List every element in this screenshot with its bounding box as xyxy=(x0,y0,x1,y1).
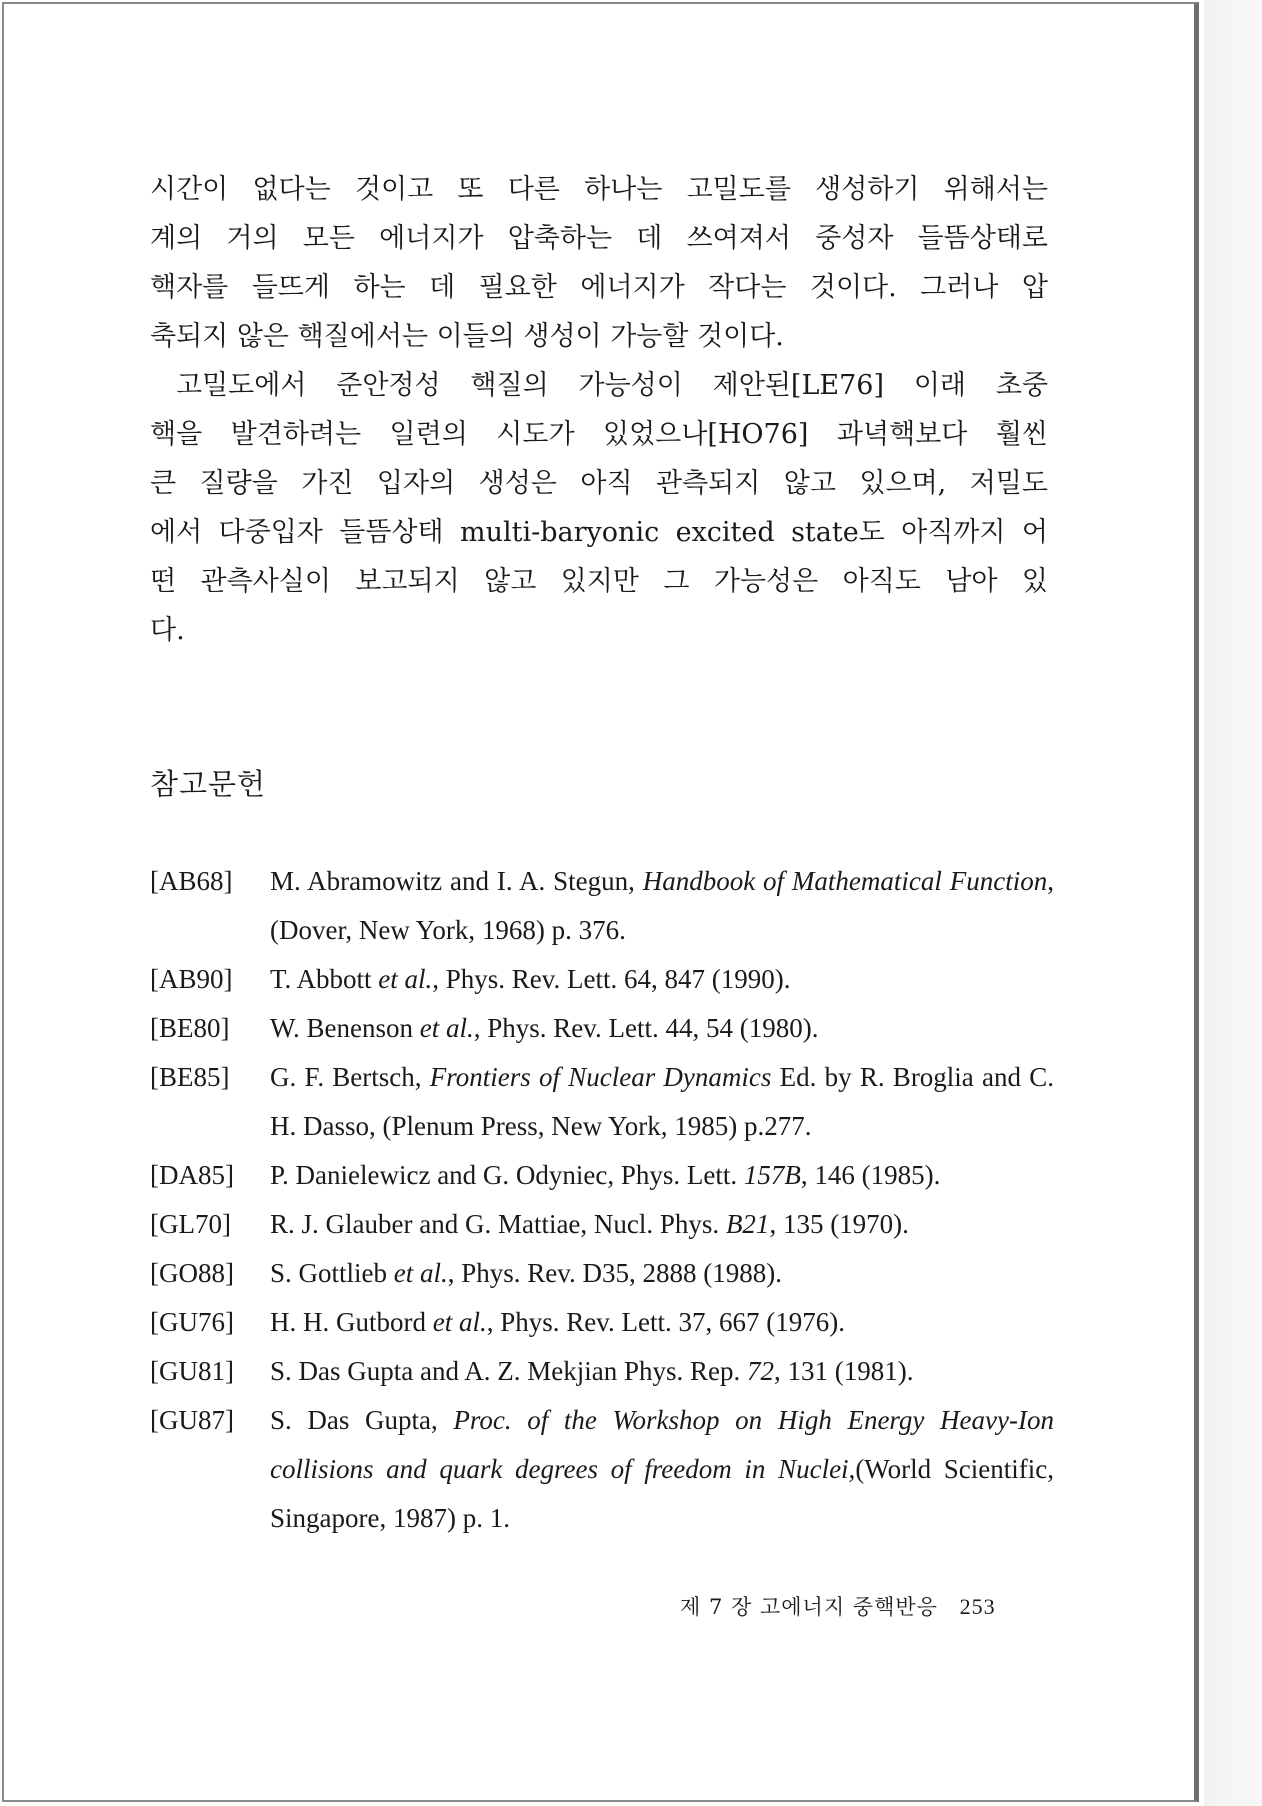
paragraph-1 xyxy=(150,165,1048,361)
reference-text: S. Gottlieb et al., Phys. Rev. D35, 2888 (1988). xyxy=(270,1258,783,1288)
reference-item xyxy=(150,955,1054,1004)
reference-text: S. Das Gupta and A. Z. Mekjian Phys. Rep. 72, 131 (1981). xyxy=(270,1356,914,1386)
reference-item xyxy=(150,1249,1054,1298)
reference-text: S. Das Gupta, Proc. of the Workshop on High Energy Heavy-Ion collisions and quark degrees of freedom in Nuclei,(World Scientific, Singapore, 1987) p. 1. xyxy=(270,1405,1054,1533)
paragraph-line: 핵자를 들뜨게 하는 데 필요한 에너지가 작다는 것이다. 그러나 압 xyxy=(150,272,1048,303)
paragraph-line: 큰 질량을 가진 입자의 생성은 아직 관측되지 않고 있으며, 저밀도 xyxy=(150,468,1048,499)
paragraph-line: 핵을 발견하려는 일련의 시도가 있었으나[HO76] 과녁핵보다 훨씬 xyxy=(150,419,1048,450)
reference-key: [GL70] xyxy=(150,1209,231,1239)
reference-text: M. Abramowitz and I. A. Stegun, Handbook of Mathematical Function, (Dover, New York, 1968) p. 376. xyxy=(270,866,1054,945)
chapter-title: 제 7 장 고에너지 중핵반응 xyxy=(680,1595,938,1619)
reference-key: [BE85] xyxy=(150,1062,230,1092)
reference-item xyxy=(150,1347,1054,1396)
reference-key: [DA85] xyxy=(150,1160,234,1190)
reference-key: [AB68] xyxy=(150,866,233,896)
reference-key: [GU87] xyxy=(150,1405,234,1435)
reference-text: H. H. Gutbord et al., Phys. Rev. Lett. 37, 667 (1976). xyxy=(270,1307,845,1337)
reference-text: R. J. Glauber and G. Mattiae, Nucl. Phys. B21, 135 (1970). xyxy=(270,1209,909,1239)
paragraph-line: 시간이 없다는 것이고 또 다른 하나는 고밀도를 생성하기 위해서는 xyxy=(150,174,1048,205)
page-number: 253 xyxy=(959,1594,996,1619)
paragraph-line: 떤 관측사실이 보고되지 않고 있지만 그 가능성은 아직도 남아 있 xyxy=(150,566,1048,597)
paragraph-line: 에서 다중입자 들뜸상태 multi-baryonic excited state도 아직까지 어 xyxy=(150,517,1048,548)
paragraph-line: 계의 거의 모든 에너지가 압축하는 데 쓰여져서 중성자 들뜸상태로 xyxy=(150,223,1048,254)
paragraph-2 xyxy=(150,361,1048,655)
reference-item xyxy=(150,1053,1054,1151)
reference-key: [GU81] xyxy=(150,1356,234,1386)
paragraph-line: 다. xyxy=(150,615,185,646)
reference-item xyxy=(150,1298,1054,1347)
reference-key: [GU76] xyxy=(150,1307,234,1337)
reference-item xyxy=(150,1004,1054,1053)
reference-item xyxy=(150,1200,1054,1249)
reference-text: P. Danielewicz and G. Odyniec, Phys. Lett. 157B, 146 (1985). xyxy=(270,1160,941,1190)
reference-key: [GO88] xyxy=(150,1258,234,1288)
reference-item xyxy=(150,857,1054,955)
paragraph-line: 축되지 않은 핵질에서는 이들의 생성이 가능할 것이다. xyxy=(150,321,784,352)
paragraph-line: 고밀도에서 준안정성 핵질의 가능성이 제안된[LE76] 이래 초중 xyxy=(176,370,1048,401)
reference-item xyxy=(150,1151,1054,1200)
reference-item xyxy=(150,1396,1054,1543)
page-footer xyxy=(680,1591,996,1621)
reference-key: [AB90] xyxy=(150,964,233,994)
reference-key: [BE80] xyxy=(150,1013,230,1043)
section-title: 참고문헌 xyxy=(150,767,267,801)
reference-list xyxy=(150,857,1054,1543)
viewer-side-margin xyxy=(1204,0,1262,1806)
reference-text: W. Benenson et al., Phys. Rev. Lett. 44, 54 (1980). xyxy=(270,1013,819,1043)
reference-text: G. F. Bertsch, Frontiers of Nuclear Dynamics Ed. by R. Broglia and C. H. Dasso, (Plenum Press, New York, 1985) p.277. xyxy=(270,1062,1054,1141)
reference-text: T. Abbott et al., Phys. Rev. Lett. 64, 847 (1990). xyxy=(270,964,791,994)
body-text xyxy=(150,165,1048,655)
